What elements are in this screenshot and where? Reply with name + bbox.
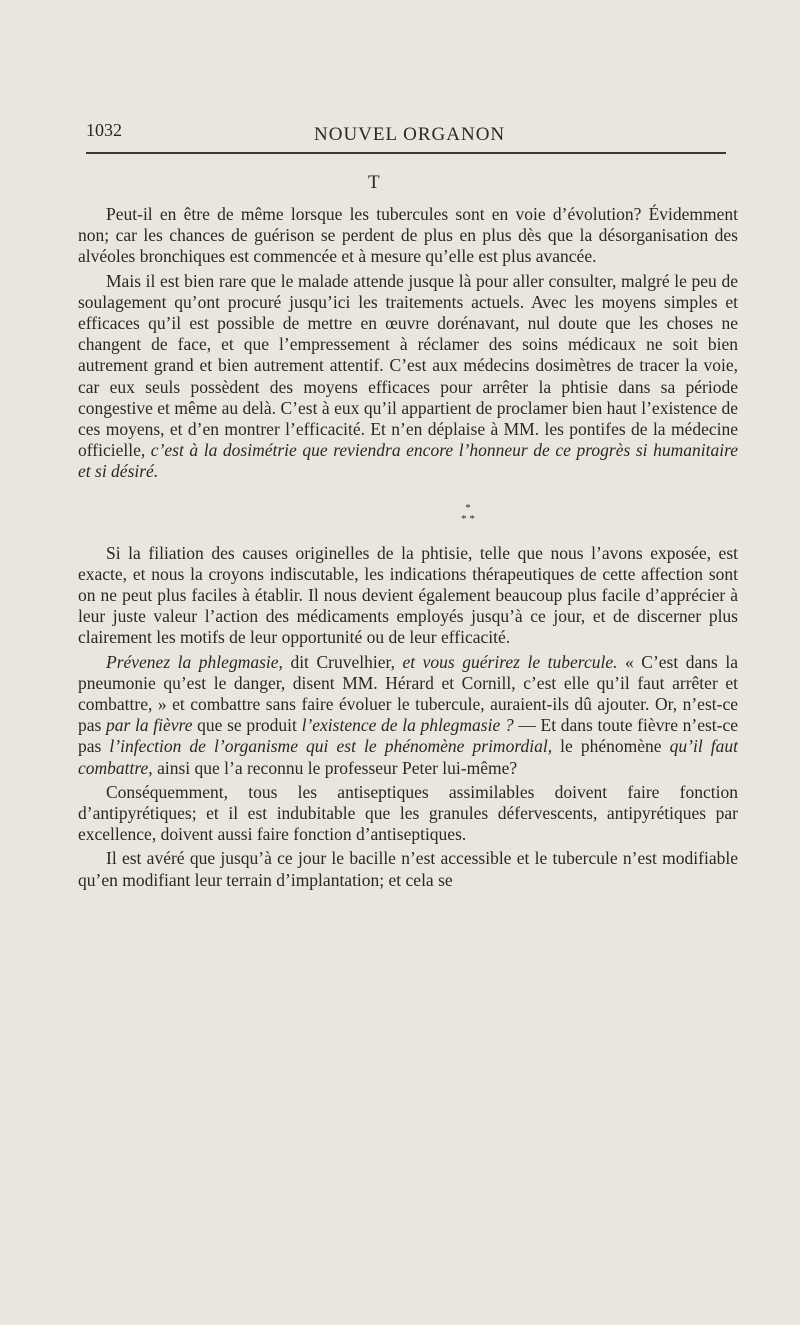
paragraph: Il est avéré que jusqu’à ce jour le bacille n’est accessible et le tubercule n’est modifiable qu’en modifiant leur terrain d’implantation; et cela se [78,848,738,890]
paragraph: Prévenez la phlegmasie, dit Cruvelhier, et vous guérirez le tubercule. « C’est dans la pneumonie qu’est le danger, disent MM. Hérard et Cornill, c’est elle qu’il faut arrêter et combattre, » et combattre sans faire évoluer le tubercule, auraient-ils dû ajouter. Or, n’est-ce pas par la fièvre que se produit l’existence de la phlegmasie ? — Et dans toute fièvre n’est-ce pas l’infection de l’organisme qui est le phénomène primordial, le phénomène qu’il faut combattre, ainsi que l’a reconnu le professeur Peter lui-même? [78,651,739,778]
section-letter: T [368,172,380,193]
paragraph: Peut-il en être de même lorsque les tubercules sont en voie d’évolution? Évidemment non; car les chances de guérison se perdent de plus en plus dès que la désorganisation des alvéoles bronchiques est commencée et à mesure qu’elle est plus avancée. [78,204,738,267]
asterism [78,503,738,525]
asterism-bottom: * * [461,512,475,525]
paragraph: Conséquemment, tous les antiseptiques assimilables doivent faire fonction d’antipyrétiques; et il est indubitable que les granules défervescents, antipyrétiques par excellence, doivent aussi faire fonction d’antiseptiques. [78,781,738,845]
asterism-top: * [465,501,471,514]
paragraph: Mais il est bien rare que le malade attende jusque là pour aller consulter, malgré le peu de soulagement qu’ont procuré jusqu’ici les traitements actuels. Avec les moyens simples et efficaces qu’il est possible de mettre en œuvre dorénavant, nul doute que les choses ne changent de face, et que l’empressement à réclamer des soins médicaux ne soit bien autrement grand et bien autrement attentif. C’est aux médecins dosimètres de tracer la voie, car eux seuls possèdent des moyens efficaces pour arrêter la phtisie dans sa période congestive et même au delà. C’est à eux qu’il appartient de proclamer bien haut l’existence de ces moyens, et d’en montrer l’efficacité. Et n’en déplaise à MM. les pontifes de la médecine officielle, c’est à la dosimétrie que reviendra encore l’honneur de ce progrès si humanitaire et si désiré. [78,270,738,482]
paragraph: Si la filiation des causes originelles de la phtisie, telle que nous l’avons exposée, est exacte, et nous la croyons indiscutable, les indications thérapeutiques de cette affection sont on ne peut plus faciles à établir. Il nous devient également beaucoup plus facile d’apprécier à leur juste valeur l’action des médicaments employés jusqu’à ce jour, et de discerner plus clairement les motifs de leur opportunité ou de leur efficacité. [78,542,738,648]
italic-text: c’est à la dosimétrie que reviendra encore l’honneur de ce progrès si humanitaire et si désiré. [78,440,738,482]
body-text [78,204,738,891]
header-rule [86,152,726,154]
page-header [86,120,730,156]
page-number: 1032 [86,120,122,140]
running-title: NOUVEL ORGANON [314,124,506,145]
